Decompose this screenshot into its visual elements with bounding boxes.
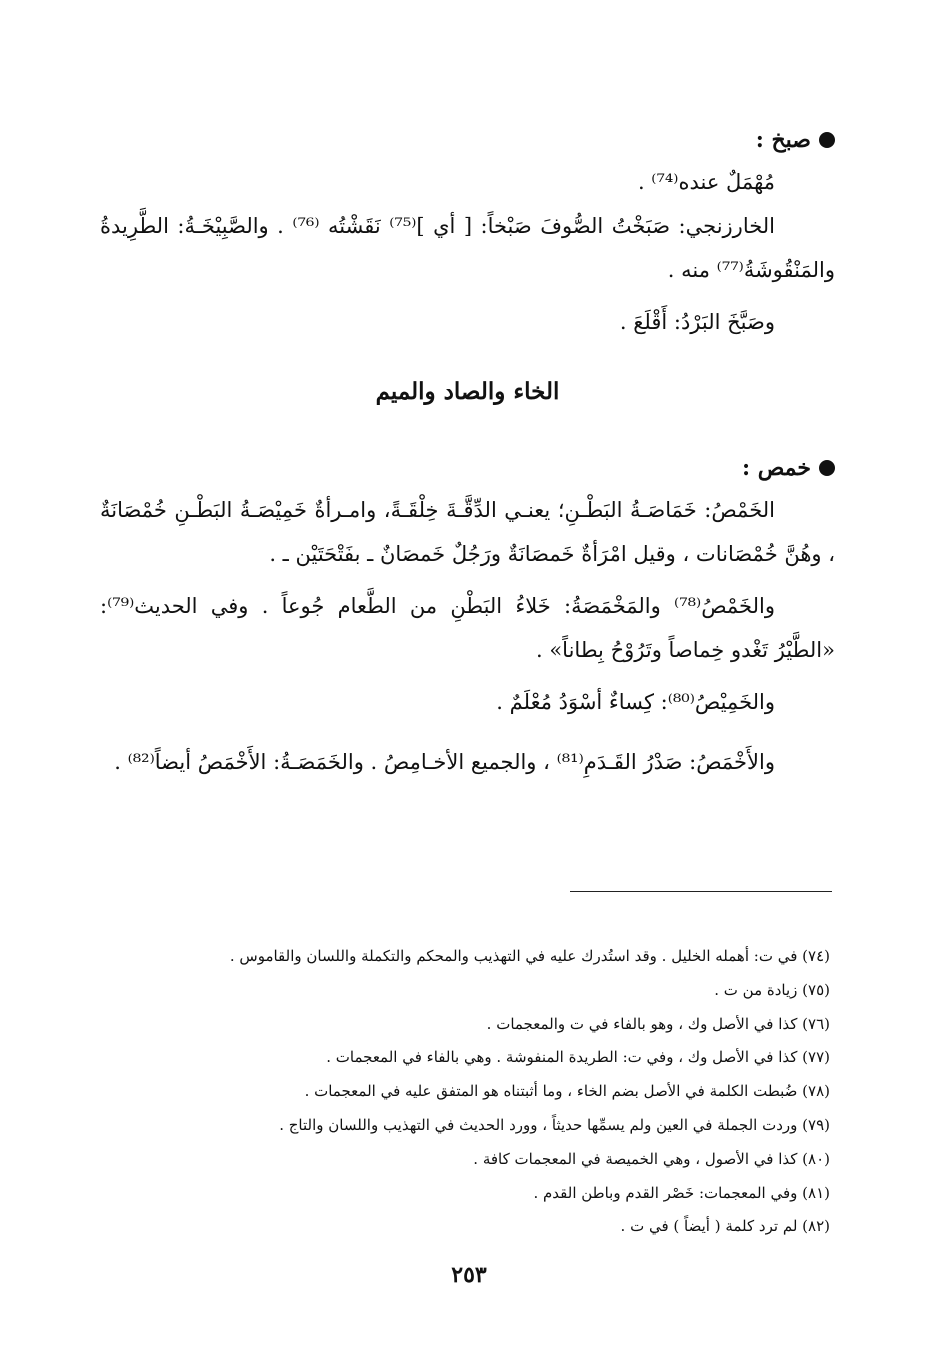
entry-heading-khamas [100,448,835,488]
footnote-divider [570,891,832,892]
paragraph: وصَبَّخَ البَرْدُ: أَقْلَعَ . [619,310,775,334]
paragraph: الخَمْصُ: خَمَاصَـةُ البَطْـنِ؛ يعنـي الدِّقَّـةَ خِلْقَـةً، وامـرأةٌ خَمِيْصَـةُ البَطْـنِ خُمْصَانَةٌ ، وهُنَّ خُمْصَانات ، وقيل امْرَأةٌ خَمصَانَةٌ ورَجُلٌ خَمصَانٌ ـ بفَتْحَتَيْن ـ . [100,498,835,566]
paragraph: الخارزنجي: صَبَخْتُ الصُّوفَ صَبْخاً: [ أي ]⁽⁷⁵⁾ نَقَشْتُه ⁽⁷⁶⁾ . والصَّبِيْخَـةُ: الطَّرِيدةُ والمَنْقُوشَةُ⁽⁷⁷⁾ منه . [100,214,835,282]
entry-heading-sabakh [100,120,835,160]
paragraph: والأَخْمَصُ: صَدْرُ القَـدَمِ⁽⁸¹⁾ ، والجميع الأخـامِصُ . والخَمَصَـةُ: الأَخْمَصُ أيضاً⁽⁸²⁾ . [114,750,775,774]
footnote: (٧٧) كذا في الأصل وك ، وفي ت: الطريدة المنفوشة . وهي بالفاء في المعجمات . [326,1048,830,1067]
page-number: ٢٥٣ [451,1262,487,1288]
footnote: (٧٥) زيادة من ت . [714,980,830,999]
footnote: (٨٢) لم ترد كلمة ( أيضاً ) في ت . [620,1217,830,1236]
bullet-icon [819,132,835,148]
entry-heading-label: خمص : [741,455,811,481]
footnote: (٨٠) كذا في الأصول ، وهي الخميصة في المعجمات كافة . [473,1149,830,1168]
paragraph: مُهْمَلٌ عنده⁽⁷⁴⁾ . [637,170,775,194]
footnote: (٧٩) وردت الجملة في العين ولم يسمِّها حديثاً ، وورد الحديث في التهذيب واللسان والتاج . [279,1115,830,1134]
page-body [100,120,835,784]
bullet-icon [819,460,835,476]
footnote: (٧٤) في ت: أهمله الخليل . وقد استُدرك عليه في التهذيب والمحكم والتكملة واللسان والقاموس . [229,947,830,965]
paragraph: والخَمْصُ⁽⁷⁸⁾ والمَخْمَصَةُ: خَلاءُ البَطْنِ من الطَّعام جُوعاً . وفي الحديث⁽⁷⁹⁾: «الطَّيْرُ تَغْدو خِماصاً وتَرُوْحُ بِطاناً» . [100,594,835,662]
footnote: (٨١) وفي المعجمات: خَصْر القدم وباطن القدم . [533,1183,830,1202]
footnote: (٧٦) كذا في الأصل وك ، وهو بالفاء في ت والمعجمات . [486,1014,830,1033]
footnotes [110,940,830,1244]
paragraph: والخَمِيْصُ⁽⁸⁰⁾: كِساءٌ أسْوَدُ مُعْلَمٌ . [496,690,775,714]
footnote: (٧٨) ضُبطت الكلمة في الأصل بضم الخاء ، وما أثبتناه هو المتفق عليه في المعجمات . [304,1082,830,1101]
entry-heading-label: صبخ : [755,127,811,153]
section-title: الخاء والصاد والميم [375,378,560,405]
